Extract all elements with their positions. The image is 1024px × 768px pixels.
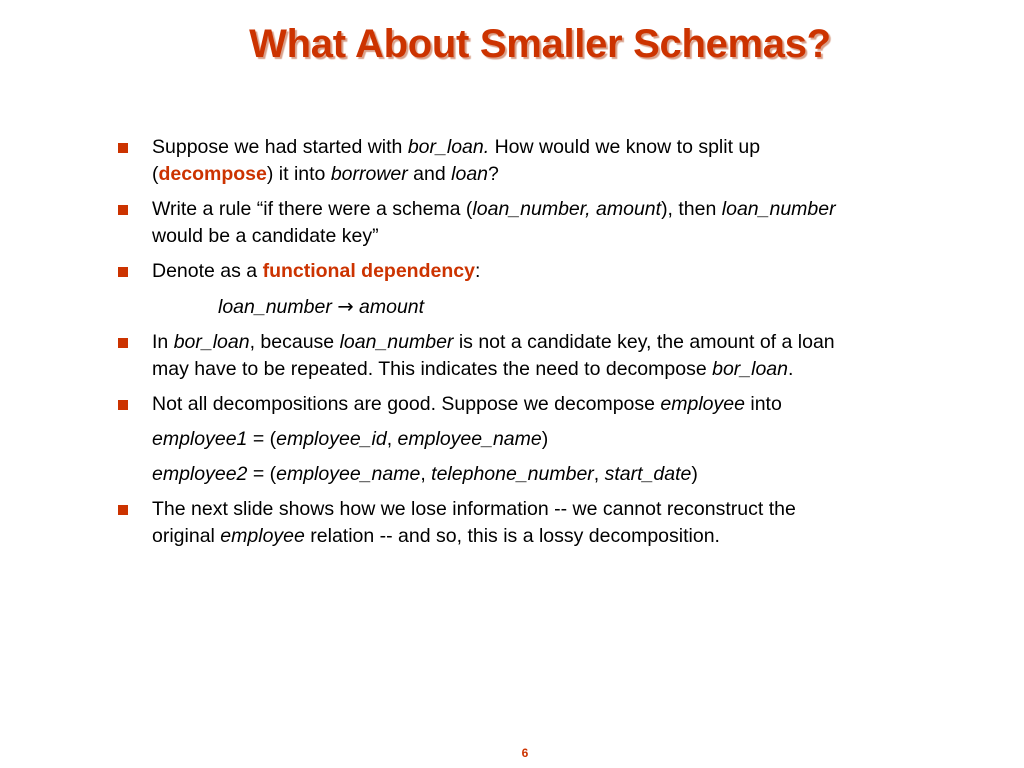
text: , <box>386 428 398 450</box>
square-bullet-icon <box>118 143 128 153</box>
square-bullet-icon <box>118 205 128 215</box>
bullet-item-6 <box>112 496 972 550</box>
text: would be a candidate key” <box>152 225 379 247</box>
bullet-4-line-1 <box>152 329 972 356</box>
right-arrow-icon: → <box>337 295 354 318</box>
italic-text: loan_number <box>339 331 454 353</box>
italic-text: bor_loan <box>712 358 788 380</box>
italic-text: bor_loan. <box>407 136 490 158</box>
bullet-item-4 <box>112 329 972 383</box>
bullet-item-2 <box>112 196 972 250</box>
employee1-schema <box>112 426 972 453</box>
bullet-1-line-1 <box>152 134 972 161</box>
italic-text: employee_name <box>397 428 542 450</box>
text: Not all decompositions are good. Suppose we decompose <box>152 393 661 415</box>
text: and <box>407 163 452 185</box>
text: ( <box>152 163 159 185</box>
italic-text: borrower <box>330 163 408 185</box>
functional-dependency-expression <box>112 293 972 321</box>
italic-text: employee <box>220 525 305 547</box>
slide-title: What About Smaller Schemas? <box>249 22 831 66</box>
bullet-2-line-1 <box>152 196 972 223</box>
bullet-item-5 <box>112 391 972 418</box>
italic-text: telephone_number <box>431 463 594 485</box>
slide-body <box>112 134 972 558</box>
text: may have to be repeated. This indicates the need to decompose <box>152 358 713 380</box>
bullet-item-3 <box>112 258 972 285</box>
text: How would we know to split up <box>489 136 761 158</box>
italic-text: loan <box>451 163 489 185</box>
bullet-6-line-1 <box>152 496 972 523</box>
italic-text: employee1 <box>152 428 248 450</box>
italic-text: loan_number, amount <box>472 198 662 220</box>
text: relation -- and so, this is a lossy decomposition. <box>304 525 720 547</box>
text: . <box>788 358 794 380</box>
italic-text: bor_loan <box>173 331 250 353</box>
page-number: 6 <box>521 746 529 760</box>
square-bullet-icon <box>118 338 128 348</box>
bullet-4-line-2 <box>152 356 972 383</box>
text: = ( <box>247 428 277 450</box>
text: is not a candidate key, the amount of a loan <box>453 331 835 353</box>
bullet-6-line-2 <box>152 523 972 550</box>
bullet-item-1 <box>112 134 972 188</box>
italic-text: loan_number <box>218 296 338 318</box>
text: , <box>420 463 432 485</box>
text: The next slide shows how we lose information -- we cannot reconstruct the <box>152 498 796 520</box>
italic-text: start_date <box>604 463 692 485</box>
text: ) <box>691 463 698 485</box>
bullet-2-line-2 <box>152 223 972 250</box>
italic-text: amount <box>353 296 425 318</box>
italic-text: employee_id <box>276 428 387 450</box>
text: Write a rule “if there were a schema ( <box>152 198 473 220</box>
text: original <box>152 525 221 547</box>
square-bullet-icon <box>118 400 128 410</box>
text: ? <box>488 163 499 185</box>
text: Suppose we had started with <box>152 136 408 158</box>
emphasis-decompose: decompose <box>158 163 267 185</box>
italic-text: employee2 <box>152 463 248 485</box>
text: : <box>474 260 481 282</box>
text: Denote as a <box>152 260 263 282</box>
bullet-5-line-1 <box>152 391 972 418</box>
employee2-schema <box>112 461 972 488</box>
italic-text: employee <box>660 393 745 415</box>
square-bullet-icon <box>118 267 128 277</box>
text: ) it into <box>266 163 331 185</box>
emphasis-functional-dependency: functional dependency <box>262 260 475 282</box>
italic-text: employee_name <box>276 463 421 485</box>
text: , because <box>249 331 340 353</box>
text: ) <box>541 428 549 450</box>
text: into <box>744 393 782 415</box>
bullet-3-line-1 <box>152 258 972 285</box>
text: ), then <box>661 198 722 220</box>
italic-text: loan_number <box>721 198 836 220</box>
text: In <box>152 331 174 353</box>
square-bullet-icon <box>118 505 128 515</box>
text: = ( <box>247 463 277 485</box>
bullet-1-line-2 <box>152 161 972 188</box>
text: , <box>593 463 605 485</box>
